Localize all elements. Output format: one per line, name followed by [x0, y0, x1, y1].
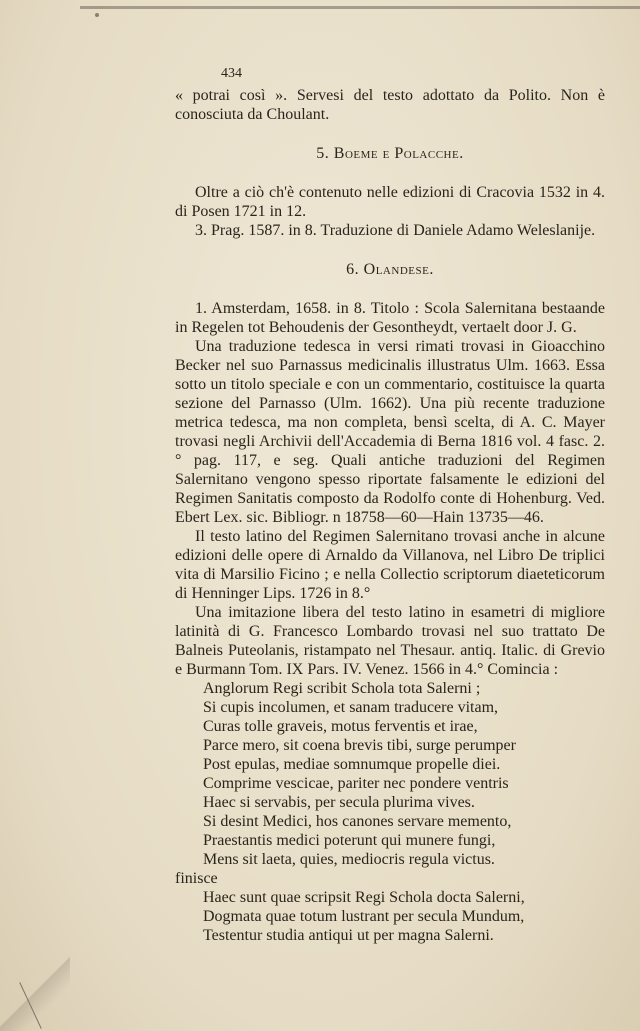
verse-line: Dogmata quae totum lustrant per secula Mundum,	[203, 908, 525, 925]
verse-line: Mens sit laeta, quies, mediocris regula victus.	[203, 851, 495, 868]
section-6-paragraph-2: Una traduzione tedesca in versi rimati trovasi in Gioacchino Becker nel suo Parnassus medicinalis illustratus Ulm. 1663. Essa sotto un titolo speciale e con un commentario, costituisce la quarta sezione del Parnasso (Ulm. 1662). Una più recente traduzione metrica tedesca, ma non completa, bensì scelta, di A. C. Mayer trovasi negli Archivii dell'Accademia di Berna 1816 vol. 4 fasc. 2.° pag. 117, e seg. Quali antiche traduzioni del Regimen Salernitano vengono spesso riportate falsamente le edizioni del Regimen Sanitatis composto da Rodolfo conte di Hohenburg. Ved. Ebert Lex. sic. Bibliogr. n 18758—60—Hain 13735—46.	[175, 338, 605, 526]
section-6-paragraph-1: 1. Amsterdam, 1658. in 8. Titolo : Scola Salernitana bestaande in Regelen tot Behoudenis der Gesontheydt, vertaelt door J. G.	[175, 300, 605, 336]
verse-line: Praestantis medici poterunt qui munere fungi,	[203, 832, 496, 849]
ink-spot	[95, 13, 99, 17]
verse-line: Parce mero, sit coena brevis tibi, surge perumper	[203, 737, 516, 754]
verse-line: Comprime vescicae, pariter nec pondere ventris	[203, 775, 509, 792]
verse-line: Si cupis incolumen, et sanam traducere vitam,	[203, 699, 499, 716]
verse-line: Haec si servabis, per secula plurima vives.	[203, 794, 475, 811]
verse-line: Si desint Medici, hos canones servare memento,	[203, 813, 512, 830]
verse-block-2	[175, 888, 605, 945]
section-5-paragraph-2: 3. Prag. 1587. in 8. Traduzione di Daniele Adamo Weleslanije.	[195, 222, 596, 239]
page-corner-shadow	[0, 951, 70, 1031]
section-6-heading: 6. Olandese.	[346, 261, 434, 278]
section-6-paragraph-4: Una imitazione libera del testo latino in esametri di migliore latinità di G. Francesco Lombardo trovasi nel suo trattato De Balneis Puteolanis, ristampato nel Thesaur. antiq. Italic. di Grevio e Burmann Tom. IX Pars. IV. Venez. 1566 in 4.° Comincia :	[175, 604, 605, 678]
verse-block-1	[175, 679, 605, 869]
page-number: 434	[221, 66, 242, 81]
verse-line: Testentur studia antiqui ut per magna Salerni.	[203, 927, 494, 944]
verse-line: Post epulas, mediae somnumque propelle diei.	[203, 756, 501, 773]
verse-line: Anglorum Regi scribit Schola tota Salerni ;	[203, 680, 481, 697]
verse-line: Curas tolle graveis, motus ferventis et irae,	[203, 718, 478, 735]
intro-paragraph: « potrai così ». Servesi del testo adottato da Polito. Non è conosciuta da Choulant.	[175, 87, 605, 123]
top-rule	[80, 6, 640, 9]
verse-line: Haec sunt quae scripsit Regi Schola docta Salerni,	[203, 889, 525, 906]
finisce-label: finisce	[175, 870, 218, 887]
page-content	[175, 64, 605, 945]
section-5-paragraph-1: Oltre a ciò ch'è contenuto nelle edizioni di Cracovia 1532 in 4. di Posen 1721 in 12.	[175, 184, 605, 220]
section-5-heading: 5. Boeme e Polacche.	[316, 145, 464, 162]
section-6-paragraph-3: Il testo latino del Regimen Salernitano trovasi anche in alcune edizioni delle opere di Arnaldo da Villanova, nel Libro De triplici vita di Marsilio Ficino ; e nella Collectio scriptorum diaeteticorum di Henninger Lips. 1726 in 8.°	[175, 528, 605, 602]
